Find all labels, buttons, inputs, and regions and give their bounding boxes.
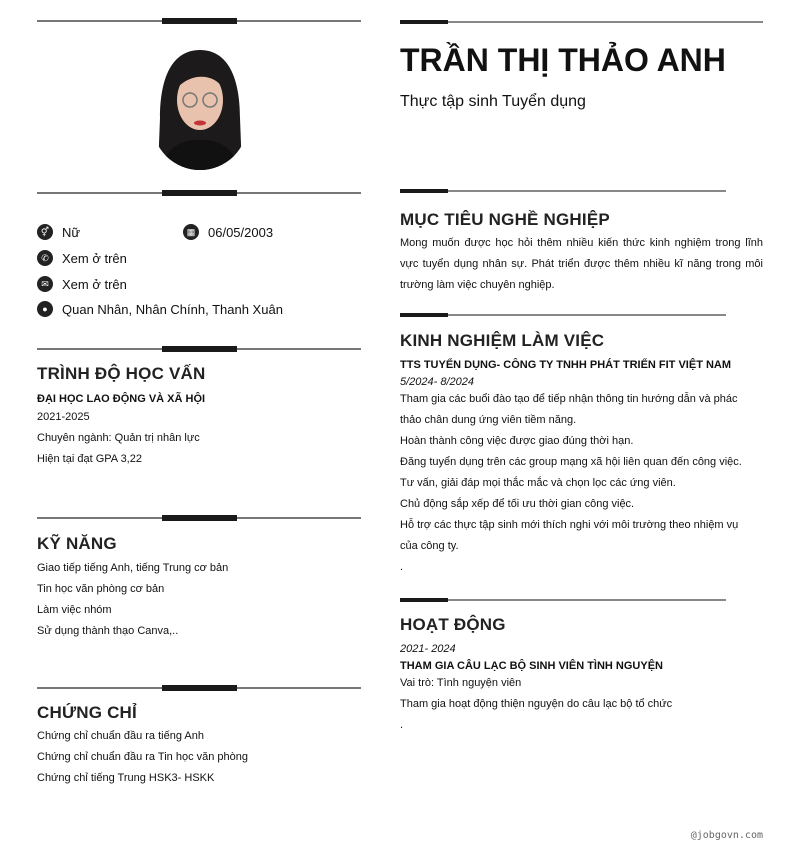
skill-item: Giao tiếp tiếng Anh, tiếng Trung cơ bản bbox=[37, 562, 229, 574]
objective-text: Mong muốn được học hỏi thêm nhiều kiến thức kinh nghiệm trong lĩnh vực tuyển dụng nhân sự. Phát triển được thêm nhiều kĩ năng trong môi trường làm việc chuyên nghiệp. bbox=[400, 237, 763, 291]
divider bbox=[37, 344, 361, 354]
email-value: Xem ở trên bbox=[62, 276, 127, 292]
experience-period: 5/2024- 8/2024 bbox=[400, 376, 475, 388]
section-title: KỸ NĂNG bbox=[37, 534, 117, 553]
activity-org: THAM GIA CÂU LẠC BỘ SINH VIÊN TÌNH NGUYỆN bbox=[400, 660, 663, 672]
section-title: MỤC TIÊU NGHỀ NGHIỆP bbox=[400, 210, 610, 229]
phone-info bbox=[37, 250, 127, 266]
experience-line: Tham gia các buổi đào tạo để tiếp nhận thông tin hướng dẫn và phác thảo chân dung ứng viên tiềm năng. bbox=[400, 393, 738, 426]
edu-line: Chuyên ngành: Quản trị nhân lực bbox=[37, 432, 200, 444]
calendar-icon: ▦ bbox=[183, 224, 199, 240]
certificate-item: Chứng chỉ chuẩn đầu ra tiếng Anh bbox=[37, 730, 204, 742]
section-title: CHỨNG CHỈ bbox=[37, 703, 137, 722]
birthday-value: 06/05/2003 bbox=[208, 224, 274, 240]
certificate-item: Chứng chỉ tiếng Trung HSK3- HSKK bbox=[37, 772, 215, 784]
location-pin-icon: ● bbox=[37, 301, 53, 317]
avatar bbox=[152, 48, 248, 170]
email-info bbox=[37, 276, 127, 292]
gender-icon: ⚥ bbox=[37, 224, 53, 240]
edu-line: Hiện tại đạt GPA 3,22 bbox=[37, 453, 142, 465]
skill-item: Tin học văn phòng cơ bản bbox=[37, 583, 165, 595]
experience-line: Đăng tuyển dụng trên các group mạng xã hội liên quan đến công việc. bbox=[400, 456, 742, 468]
skill-item: Làm việc nhóm bbox=[37, 604, 112, 616]
email-icon: ✉ bbox=[37, 276, 53, 292]
activity-line: Tham gia hoạt động thiện nguyện do câu lạc bộ tổ chức bbox=[400, 698, 673, 710]
skills-section bbox=[37, 534, 361, 642]
divider bbox=[37, 513, 361, 523]
activity-line: Vai trò: Tình nguyện viên bbox=[400, 677, 522, 689]
divider bbox=[37, 683, 361, 693]
school-name: ĐẠI HỌC LAO ĐỘNG VÀ XÃ HỘI bbox=[37, 393, 206, 405]
experience-line: Tư vấn, giải đáp mọi thắc mắc và chọn lọc các ứng viên. bbox=[400, 477, 676, 489]
activities-section bbox=[400, 615, 745, 736]
activity-line: . bbox=[400, 719, 404, 731]
gender-info bbox=[37, 224, 80, 240]
gender-value: Nữ bbox=[62, 224, 81, 240]
certificates-section bbox=[37, 703, 361, 789]
divider bbox=[400, 597, 726, 603]
experience-line: Hỗ trợ các thực tập sinh mới thích nghi với môi trường theo nhiệm vụ của công ty. bbox=[400, 519, 739, 552]
experience-line: . bbox=[400, 561, 404, 573]
divider bbox=[37, 16, 361, 26]
skill-item: Sử dụng thành thạo Canva,.. bbox=[37, 625, 179, 637]
experience-line: Chủ động sắp xếp để tối ưu thời gian công việc. bbox=[400, 498, 635, 510]
phone-icon: ✆ bbox=[37, 250, 53, 266]
divider bbox=[400, 188, 726, 194]
job-position: Thực tập sinh Tuyển dụng bbox=[400, 93, 586, 110]
activity-period: 2021- 2024 bbox=[400, 643, 456, 655]
education-section bbox=[37, 364, 361, 470]
divider bbox=[400, 312, 726, 318]
divider bbox=[37, 188, 361, 198]
birthday-info bbox=[183, 224, 273, 240]
objective-section bbox=[400, 210, 763, 296]
section-title: KINH NGHIỆM LÀM VIỆC bbox=[400, 331, 605, 350]
address-info bbox=[37, 301, 283, 317]
edu-line: 2021-2025 bbox=[37, 411, 90, 423]
certificate-item: Chứng chỉ chuẩn đầu ra Tin học văn phòng bbox=[37, 751, 249, 763]
section-title: TRÌNH ĐỘ HỌC VẤN bbox=[37, 364, 206, 383]
candidate-name: TRẦN THỊ THẢO ANH bbox=[400, 42, 726, 78]
address-value: Quan Nhân, Nhân Chính, Thanh Xuân bbox=[62, 301, 283, 317]
experience-line: Hoàn thành công việc được giao đúng thời hạn. bbox=[400, 435, 634, 447]
section-title: HOẠT ĐỘNG bbox=[400, 615, 506, 634]
phone-value: Xem ở trên bbox=[62, 250, 127, 266]
watermark: @jobgovn.com bbox=[690, 830, 763, 841]
company-name: TTS TUYỂN DỤNG- CÔNG TY TNHH PHÁT TRIỂN FIT VIỆT NAM bbox=[400, 359, 732, 371]
experience-section bbox=[400, 331, 745, 578]
divider bbox=[400, 19, 763, 25]
